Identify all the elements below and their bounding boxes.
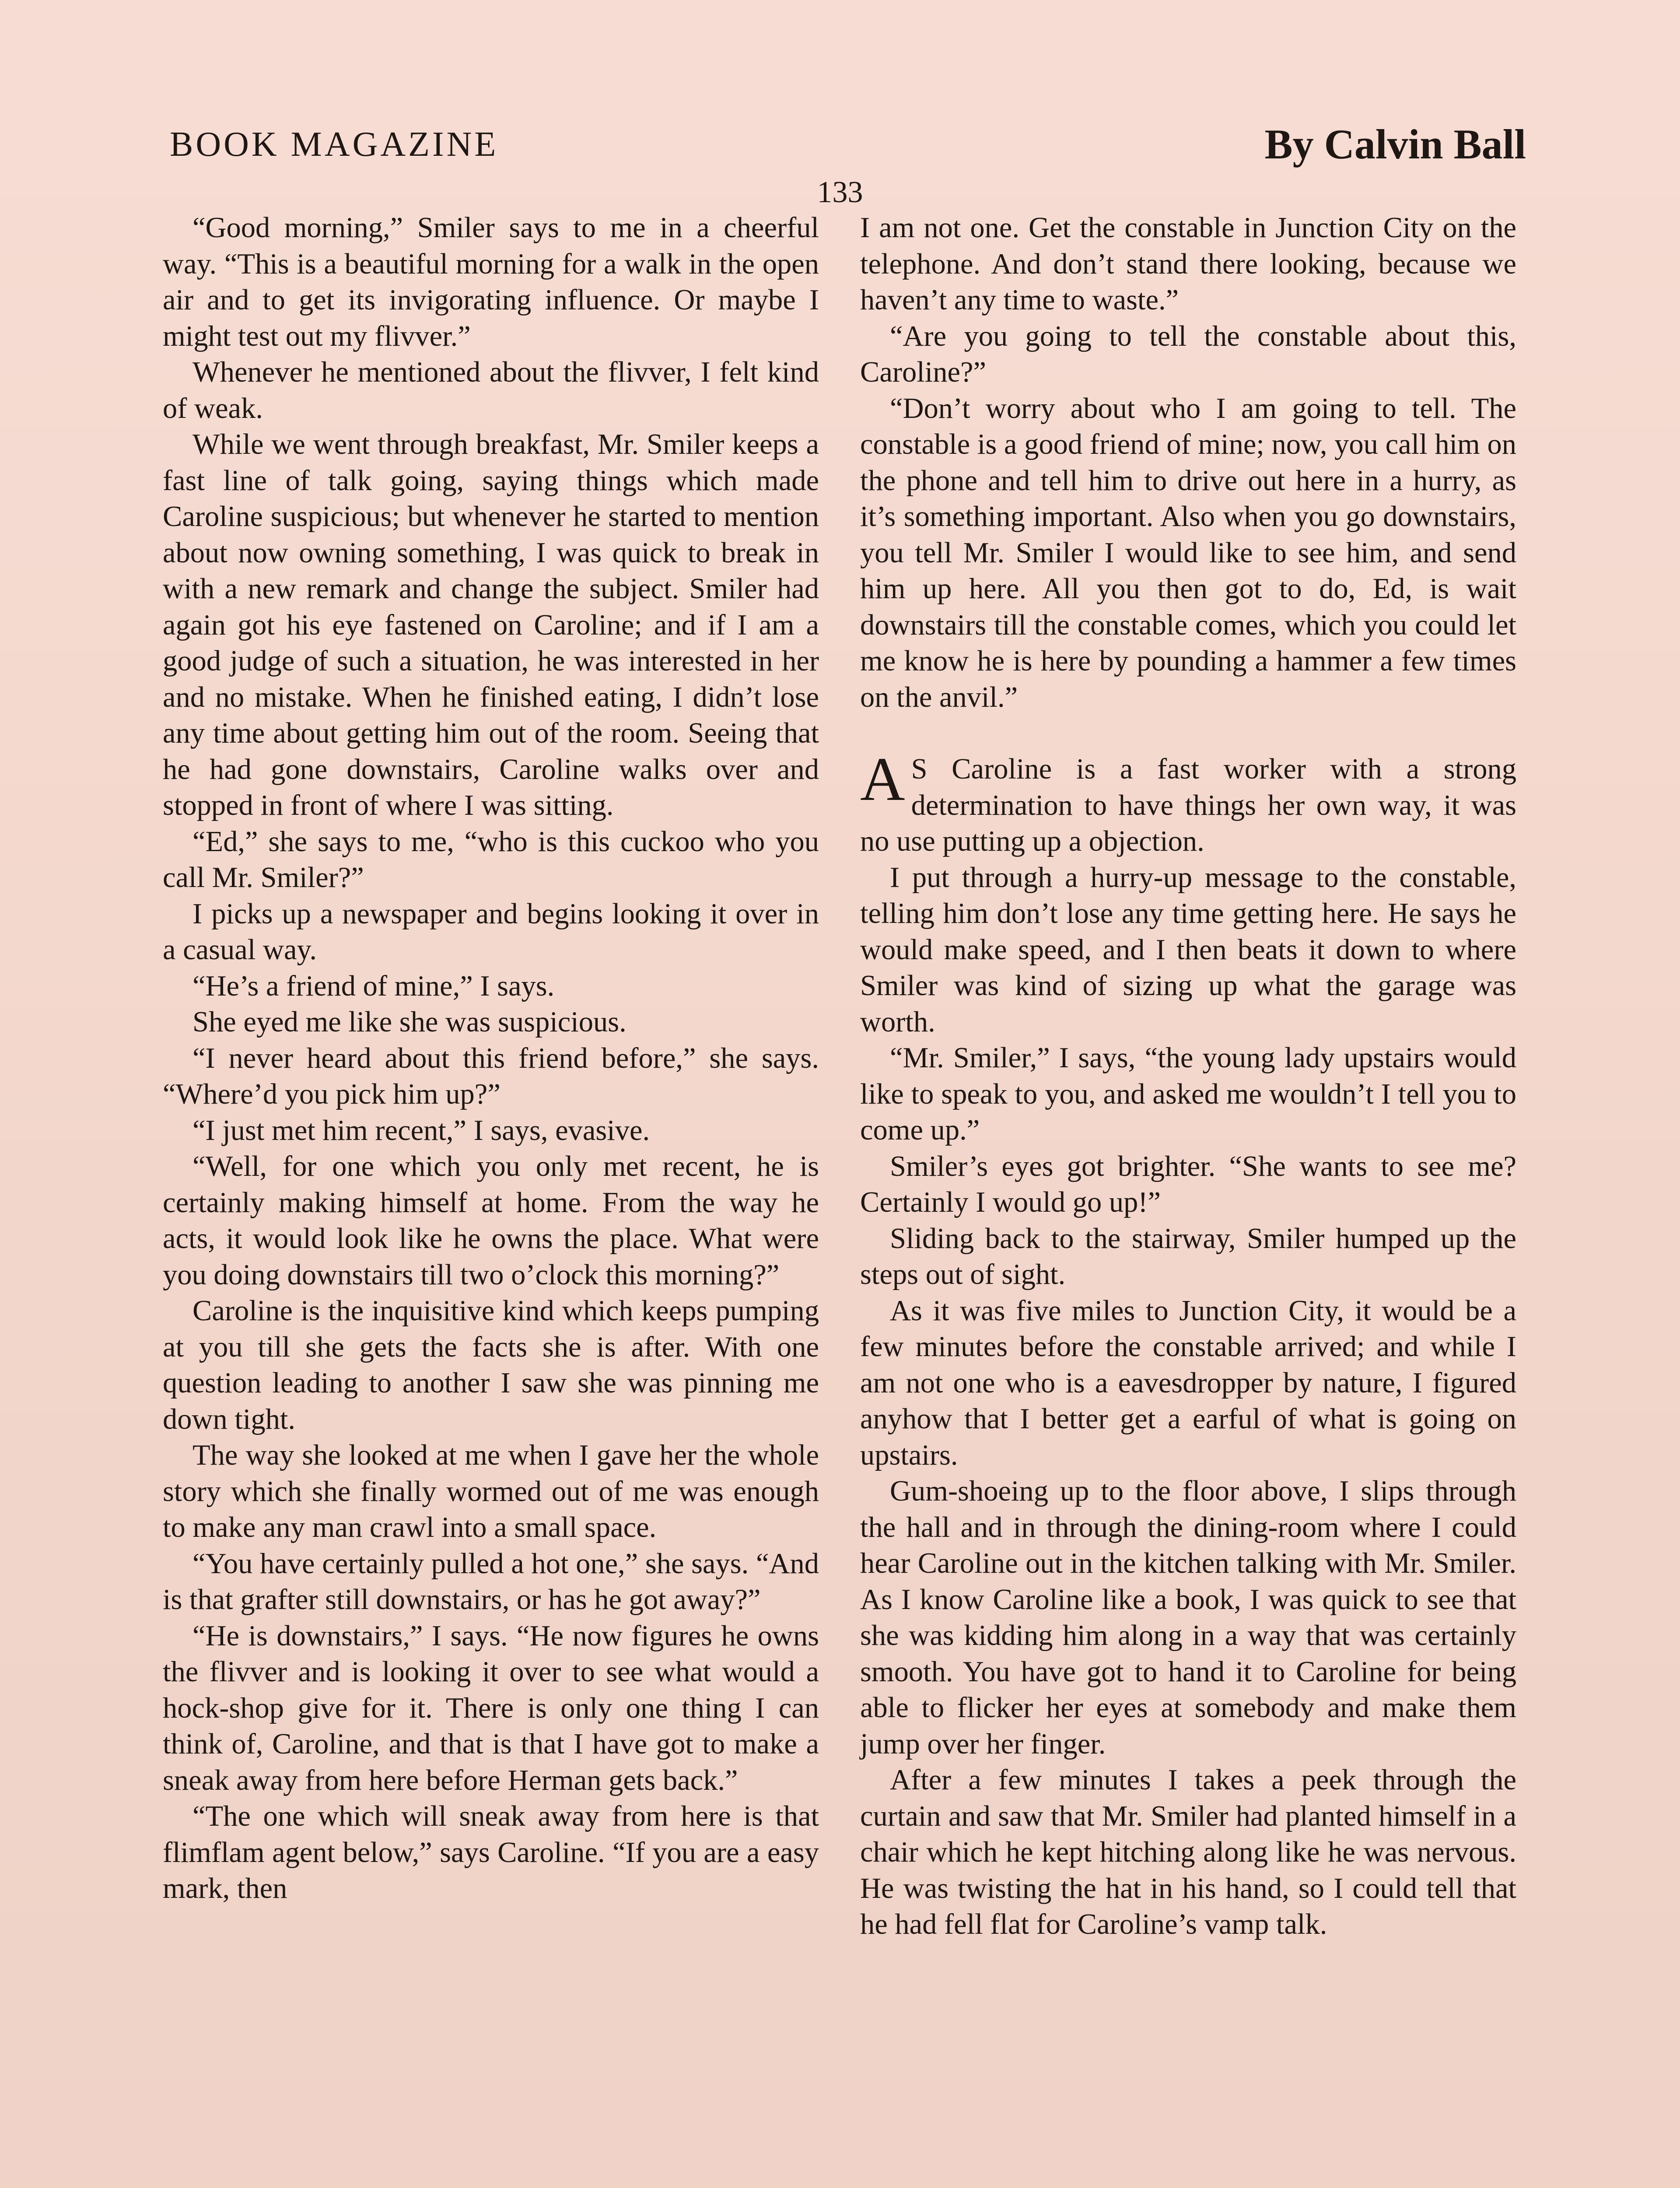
- paragraph: Caroline is the inquisitive kind which keeps pumping at you till she gets the facts she is after. With one question leading to another I saw she was pinning me down tight.: [163, 1295, 819, 1435]
- paragraph: I put through a hurry-up message to the constable, telling him don’t lose any time getting here. He says he would make speed, and I then beats it down to where Smiler was kind of sizing up what the garage was worth.: [860, 861, 1516, 1038]
- paragraph: “Don’t worry about who I am going to tell. The constable is a good friend of mine; now, you call him on the phone and tell him to drive out here in a hurry, as it’s something important. Also when you go downstairs, you tell Mr. Smiler I would like to see him, and send him up here. All you then got to do, Ed, is wait downstairs till the constable comes, which you could let me know he is here by pounding a hammer a few times on the anvil.”: [860, 392, 1516, 713]
- paragraph: “Ed,” she says to me, “who is this cuckoo who you call Mr. Smiler?”: [163, 825, 819, 894]
- author-byline: By Calvin Ball: [1264, 121, 1526, 168]
- paragraph: “Are you going to tell the constable about this, Caroline?”: [860, 320, 1516, 388]
- paragraph: “Good morning,” Smiler says to me in a cheerful way. “This is a beautiful morning for a walk in the open air and to get its invigorating influence. Or maybe I might test out my flivver.”: [163, 212, 819, 352]
- paragraph: “You have certainly pulled a hot one,” she says. “And is that grafter still downstairs, or has he got away?”: [163, 1547, 819, 1616]
- paragraph: “I just met him recent,” I says, evasive.: [192, 1114, 650, 1147]
- paragraph: “Well, for one which you only met recent, he is certainly making himself at home. From the way he acts, it would look like he owns the place. What were you doing downstairs till two o’clock this morning?”: [163, 1150, 819, 1291]
- paragraph: I picks up a newspaper and begins looking it over in a casual way.: [163, 898, 819, 966]
- paragraph: As it was five miles to Junction City, it would be a few minutes before the constable arrived; and while I am not one who is a eavesdropper by nature, I figured anyhow that I better get a earful of what is going on upstairs.: [860, 1294, 1516, 1471]
- paragraph: After a few minutes I takes a peek through the curtain and saw that Mr. Smiler had planted himself in a chair which he kept hitching along like he was nervous. He was twisting the hat in his hand, so I could tell that he had fell flat for Caroline’s vamp talk.: [860, 1764, 1516, 1940]
- paragraph: Gum-shoeing up to the floor above, I slips through the hall and in through the dining-room where I could hear Caroline out in the kitchen talking with Mr. Smiler. As I know Caroline like a book, I was quick to see that she was kidding him along in a way that was certainly smooth. You have got to hand it to Caroline for being able to flicker her eyes at somebody and make them jump over her finger.: [860, 1475, 1516, 1760]
- paragraph: Sliding back to the stairway, Smiler humped up the steps out of sight.: [860, 1222, 1516, 1290]
- section-opening-paragraph: [860, 744, 1516, 860]
- paragraph: While we went through breakfast, Mr. Smiler keeps a fast line of talk going, saying things which made Caroline suspicious; but whenever he started to mention about now owning something, I was quick to break in with a new remark and change the subject. Smiler had again got his eye fastened on Caroline; and if I am a good judge of such a situation, he was interested in her and no mistake. When he finished eating, I didn’t lose any time about getting him out of the room. Seeing that he had gone downstairs, Caroline walks over and stopped in front of where I was sitting.: [163, 428, 819, 821]
- paragraph: Whenever he mentioned about the flivver, I felt kind of weak.: [163, 356, 819, 424]
- paragraph: The way she looked at me when I gave her the whole story which she finally wormed out of me was enough to make any man crawl into a small space.: [163, 1439, 819, 1543]
- drop-cap: A: [860, 744, 905, 813]
- page-number: 133: [817, 175, 863, 209]
- paragraph: Smiler’s eyes got brighter. “She wants to see me? Certainly I would go up!”: [860, 1150, 1516, 1218]
- paragraph: “He’s a friend of mine,” I says.: [192, 970, 555, 1002]
- paragraph: She eyed me like she was suspicious.: [192, 1006, 626, 1038]
- paragraph: “Mr. Smiler,” I says, “the young lady upstairs would like to speak to you, and asked me wouldn’t I tell you to come up.”: [860, 1042, 1516, 1146]
- section-opening-text: S Caroline is a fast worker with a strong determination to have things her own way, it was no use putting up a objection.: [860, 753, 1516, 857]
- paragraph: “He is downstairs,” I says. “He now figures he owns the flivver and is looking it over to see what would a hock-shop give for it. There is only one thing I can think of, Caroline, and that is that I have got to make a sneak away from here before Herman gets back.”: [163, 1620, 819, 1796]
- paragraph: “I never heard about this friend before,” she says. “Where’d you pick him up?”: [163, 1042, 819, 1110]
- paragraph: “The one which will sneak away from here is that flimflam agent below,” says Caroline. “If you are a easy mark, then: [163, 1800, 819, 1904]
- paragraph: I am not one. Get the constable in Junction City on the telephone. And don’t stand there looking, because we haven’t any time to waste.”: [860, 212, 1516, 316]
- left-text-column: [163, 210, 819, 1907]
- right-text-column: [860, 210, 1516, 1943]
- publication-title: BOOK MAGAZINE: [170, 125, 499, 164]
